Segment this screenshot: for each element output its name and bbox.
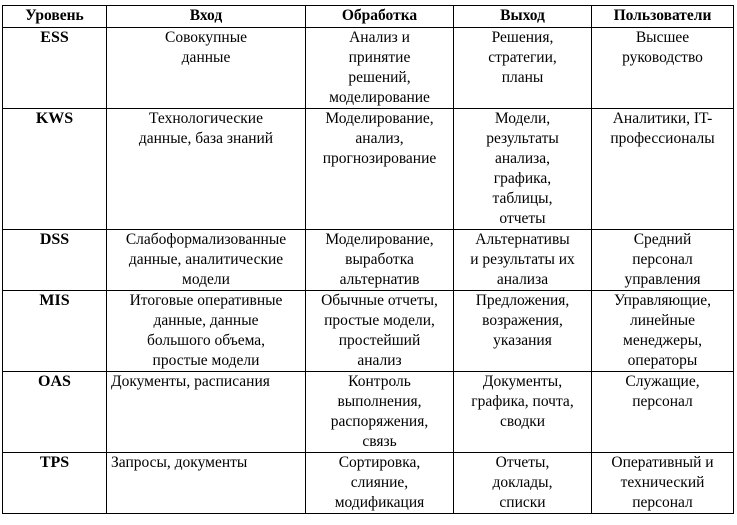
table-row xyxy=(3,28,734,109)
cell-input-line: данные, данные xyxy=(153,312,259,329)
cell-input-line: Документы, расписания xyxy=(111,373,270,390)
cell-processing-line: слияние, xyxy=(350,474,409,491)
cell-users-line: Оперативный и xyxy=(611,454,714,471)
table-body xyxy=(3,28,734,514)
cell-processing-line: модификация xyxy=(334,494,425,511)
cell-output-line: доклады, xyxy=(492,474,553,491)
cell-processing-line: простые модели, xyxy=(324,312,435,329)
cell-input-line: Технологические xyxy=(149,110,263,127)
cell-users-line: Высшее xyxy=(635,29,690,46)
cell-output-line: и результаты их xyxy=(470,251,575,268)
cell-output-line: анализа xyxy=(496,271,549,288)
cell-input-line: Слабоформализованные xyxy=(125,231,287,248)
cell-users-line: руководство xyxy=(622,49,703,66)
header-input: Вход xyxy=(107,6,306,28)
cell-output-line: отчеты xyxy=(499,210,546,227)
is-levels-table xyxy=(2,5,734,514)
cell-output-line: Альтернативы xyxy=(475,231,570,248)
cell-input-line: данные xyxy=(181,49,231,66)
cell-processing-line: простейший xyxy=(338,332,421,349)
cell-processing xyxy=(306,109,454,230)
cell-output xyxy=(454,230,592,291)
cell-users xyxy=(592,230,734,291)
cell-processing-line: анализ, xyxy=(355,130,404,147)
cell-processing-line: связь xyxy=(362,433,397,450)
cell-output xyxy=(454,453,592,514)
cell-processing-line: принятие xyxy=(348,49,411,66)
cell-output-line: сводки xyxy=(499,413,546,430)
cell-output-line: Модели, xyxy=(494,110,551,127)
cell-processing-line: Моделирование, xyxy=(325,231,434,248)
cell-output-line: Предложения, xyxy=(475,292,570,309)
cell-input xyxy=(107,28,306,109)
cell-output-line: возражения, xyxy=(482,312,563,329)
cell-input xyxy=(107,453,306,514)
cell-output xyxy=(454,28,592,109)
table-row xyxy=(3,372,734,453)
header-row xyxy=(3,6,734,28)
header-level: Уровень xyxy=(3,6,107,28)
cell-input-line: большого объема, xyxy=(146,332,266,349)
header-output: Выход xyxy=(454,6,592,28)
cell-output-line: Решения, xyxy=(491,29,554,46)
cell-processing xyxy=(306,372,454,453)
cell-processing xyxy=(306,291,454,372)
cell-users-line: Служащие, xyxy=(625,373,700,390)
cell-input xyxy=(107,109,306,230)
cell-users-line: Аналитики, IT- xyxy=(612,110,713,127)
cell-input-line: данные, база знаний xyxy=(138,130,274,147)
header-users: Пользователи xyxy=(592,6,734,28)
cell-processing xyxy=(306,230,454,291)
table-row xyxy=(3,109,734,230)
cell-output-line: Отчеты, xyxy=(495,454,550,471)
cell-input xyxy=(107,230,306,291)
cell-users-line: Управляющие, xyxy=(613,292,712,309)
cell-output-line: указания xyxy=(493,332,552,349)
cell-users xyxy=(592,372,734,453)
cell-output xyxy=(454,372,592,453)
cell-processing xyxy=(306,453,454,514)
cell-level: OAS xyxy=(3,372,107,453)
cell-processing-line: альтернатив xyxy=(339,271,420,288)
cell-processing xyxy=(306,28,454,109)
cell-users-line: менеджеры, xyxy=(623,332,702,349)
cell-output-line: Документы, xyxy=(482,373,563,390)
cell-users-line: линейные xyxy=(629,312,696,329)
cell-level: ESS xyxy=(3,28,107,109)
table-row xyxy=(3,453,734,514)
cell-input-line: модели xyxy=(182,271,230,288)
cell-users xyxy=(592,291,734,372)
cell-processing-line: выполнения, xyxy=(337,393,422,410)
cell-output-line: графика, почта, xyxy=(471,393,574,410)
cell-input xyxy=(107,372,306,453)
cell-output-line: анализа, xyxy=(494,150,551,167)
cell-processing-line: решений, xyxy=(348,69,411,86)
cell-processing-line: Моделирование, xyxy=(325,110,434,127)
cell-input-line: Запросы, документы xyxy=(111,454,248,471)
cell-output-line: таблицы, xyxy=(492,190,553,207)
cell-input-line: Совокупные xyxy=(165,29,247,46)
cell-input-line: Итоговые оперативные xyxy=(129,292,283,309)
cell-users-line: технический xyxy=(620,474,705,491)
cell-processing-line: выработка xyxy=(345,251,414,268)
cell-input-line: данные, аналитические xyxy=(128,251,284,268)
cell-users xyxy=(592,109,734,230)
cell-output xyxy=(454,291,592,372)
cell-level: DSS xyxy=(3,230,107,291)
cell-processing-line: прогнозирование xyxy=(322,150,437,167)
cell-users-line: профессионалы xyxy=(610,130,715,147)
cell-users-line: персонал xyxy=(632,393,693,410)
cell-users xyxy=(592,453,734,514)
cell-level: KWS xyxy=(3,109,107,230)
cell-users-line: управления xyxy=(624,271,701,288)
cell-users-line: персонал xyxy=(632,494,693,511)
cell-users-line: операторы xyxy=(627,352,698,369)
cell-output-line: списки xyxy=(499,494,546,511)
cell-level: MIS xyxy=(3,291,107,372)
cell-input-line: простые модели xyxy=(152,352,260,369)
table-row xyxy=(3,291,734,372)
cell-processing-line: моделирование xyxy=(329,89,430,106)
cell-processing-line: Сортировка, xyxy=(338,454,421,471)
cell-input xyxy=(107,291,306,372)
cell-processing-line: Обычные отчеты, xyxy=(321,292,438,309)
cell-processing-line: распоряжения, xyxy=(330,413,429,430)
header-processing: Обработка xyxy=(306,6,454,28)
cell-processing-line: Анализ и xyxy=(349,29,410,46)
cell-users-line: Средний xyxy=(633,231,692,248)
cell-processing-line: Контроль xyxy=(348,373,411,390)
cell-output-line: результаты xyxy=(486,130,559,147)
cell-users-line: персонал xyxy=(632,251,693,268)
cell-output xyxy=(454,109,592,230)
cell-output-line: графика, xyxy=(493,170,552,187)
table-row xyxy=(3,230,734,291)
cell-level: TPS xyxy=(3,453,107,514)
cell-output-line: планы xyxy=(501,69,544,86)
cell-users xyxy=(592,28,734,109)
cell-output-line: стратегии, xyxy=(488,49,557,66)
cell-processing-line: анализ xyxy=(357,352,402,369)
